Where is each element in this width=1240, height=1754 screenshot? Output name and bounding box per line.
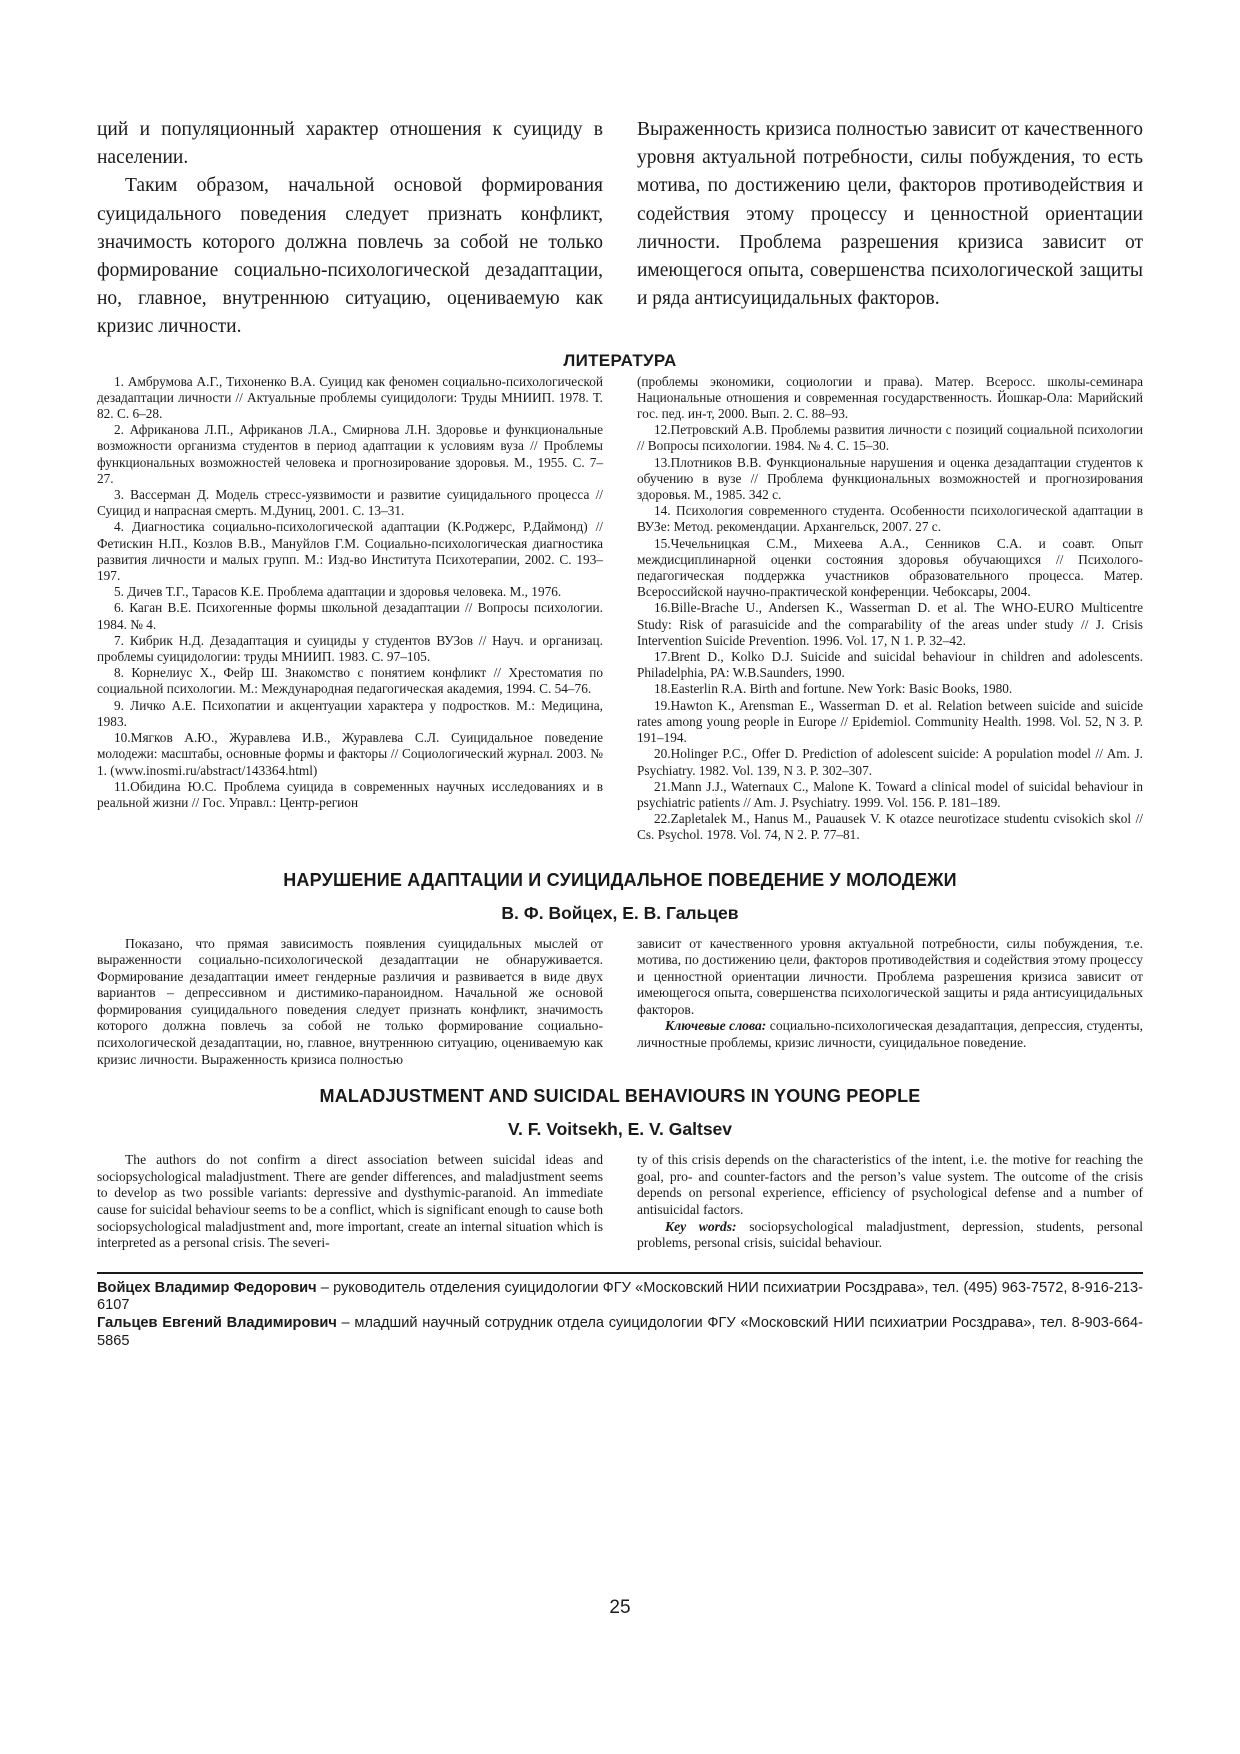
ru-abstract-right-column — [637, 936, 1143, 1069]
en-abstract-text: ty of this crisis depends on the characteristics of the intent, i.e. the motive for reaching the goal, pro- and counter-factors and the person’s value system. The outcome of the crisis depends on personal experience, efficiency of psychological defense and a number of antisuicidal factors. — [637, 1152, 1143, 1218]
reference-item: 17.Brent D., Kolko D.J. Suicide and suicidal behaviour in children and adolescents. Philadelphia, PA: W.B.Saunders, 1990. — [637, 649, 1143, 681]
en-keywords — [637, 1219, 1143, 1252]
en-article-authors: V. F. Voitsekh, E. V. Galtsev — [507, 1119, 733, 1140]
ru-article-authors: В. Ф. Войцех, Е. В. Гальцев — [501, 902, 739, 923]
reference-item: 18.Easterlin R.A. Birth and fortune. New York: Basic Books, 1980. — [654, 681, 1013, 697]
en-abstract — [97, 1152, 1143, 1252]
intro-left-column — [97, 116, 603, 342]
reference-continuation: (проблемы экономики, социологии и права). Матер. Всеросс. школы-семинара Национальные отношения и современная государственность. Йошкар-Ола: Марийский гос. пед. ин-т, 2000. Вып. 2. С. 88–93. — [637, 373, 1143, 422]
reference-item: 16.Bille-Brache U., Andersen K., Wasserman D. et al. The WHO-EURO Multicentre Study: Risk of parasuicide and the comparability of the areas under study // J. Crisis Intervention Suicide Prevention. 1996. Vol. 17, N 1. P. 32–42. — [637, 600, 1143, 648]
reference-item: 11.Обидина Ю.С. Проблема суицида в современных научных исследованиях и в реальной жизни // Гос. Управл.: Центр-регион — [97, 778, 603, 810]
reference-item: 10.Мягков А.Ю., Журавлева И.В., Журавлева С.Л. Суицидальное поведение молодежи: масштабы, основные формы и факторы // Социологический журнал. 2003. № 1. (www.inosmi.ru/abstract/143364.html) — [97, 730, 603, 778]
reference-item: 12.Петровский А.В. Проблемы развития личности с позиций социальной психологии // Вопросы психологии. 1984. № 4. С. 15–30. — [637, 422, 1143, 454]
intro-paragraph: Таким образом, начальной основой формирования суицидального поведения следует признать конфликт, значимость которого должна повлечь за собой не только формирование социально-психологической дезадаптации, но, главное, внутреннюю ситуацию, оцениваемую как кризис личности. — [97, 175, 603, 338]
ru-keywords-label: Ключевые слова: — [665, 1018, 767, 1034]
en-article-title: MALADJUSTMENT AND SUICIDAL BEHAVIOURS IN YOUNG PEOPLE — [319, 1086, 921, 1107]
en-abstract-left-column — [97, 1152, 603, 1252]
reference-item: 9. Личко А.Е. Психопатии и акцентуации характера у подростков. М.: Медицина, 1983. — [97, 697, 603, 729]
author-info-item — [97, 1315, 1143, 1350]
reference-item: 2. Африканова Л.П., Африканов Л.А., Смирнова Л.Н. Здоровье и функциональные возможности организма студентов в период адаптации к условиям вуза // Проблемы функциональных возможностей человека и прогнозирование здоровья. М., 1955. С. 7–27. — [97, 422, 603, 486]
reference-item: 4. Диагностика социально-психологической адаптации (К.Роджерс, Р.Даймонд) // Фетискин Н.П., Козлов В.В., Мануйлов Г.М. Социально-психологическая диагностика развития личности и малых групп. М.: Изд-во Института Психотерапии, 2002. С. 193–197. — [97, 519, 603, 584]
en-abstract-right-column — [637, 1152, 1143, 1252]
intro-section — [97, 116, 1143, 342]
intro-right-column — [637, 116, 1143, 342]
intro-paragraph: ций и популяционный характер отношения к суициду в населении. — [97, 119, 603, 169]
references-right-column — [637, 374, 1143, 844]
reference-item: 5. Дичев Т.Г., Тарасов К.Е. Проблема адаптации и здоровья человека. М., 1976. — [114, 584, 562, 600]
intro-paragraph: Выраженность кризиса полностью зависит от качественного уровня актуальной потребности, силы побуждения, то есть мотива, по достижению цели, факторов противодействия и содействия этому процессу и ценностной ориентации личности. Проблема разрешения кризиса зависит от имеющегося опыта, совершенства психологической защиты и ряда антисуицидальных факторов. — [637, 119, 1143, 310]
ru-abstract-left-column — [97, 936, 603, 1069]
page — [97, 116, 1143, 1350]
author-details: – младший научный сотрудник отдела суицидологии ФГУ «Московский НИИ психиатрии Росздрава», тел. 8-903-664-5865 — [97, 1315, 1143, 1349]
reference-item: 3. Вассерман Д. Модель стресс-уязвимости и развитие суицидального процесса // Суицид и напрасная смерть. М.Дуниц, 2001. С. 13–31. — [97, 487, 603, 519]
reference-item: 19.Hawton K., Arensman E., Wasserman D. et al. Relation between suicide and suicide rates among young people in Europe // Epidemiol. Community Health. 1998. Vol. 52, N 3. P. 191–194. — [637, 697, 1143, 746]
reference-item: 21.Mann J.J., Waternaux C., Malone K. Toward a clinical model of suicidal behaviour in psychiatric patients // Am. J. Psychiatry. 1999. Vol. 156. P. 181–189. — [637, 778, 1143, 810]
reference-item: 22.Zapletalek M., Hanus M., Pauausek V. K otazce neurotizace studentu cvisokich skol // Cs. Psychol. 1978. Vol. 74, N 2. P. 77–81. — [637, 811, 1143, 843]
references-left-column — [97, 374, 603, 844]
reference-item: 7. Кибрик Н.Д. Дезадаптация и суициды у студентов ВУЗов // Науч. и организац. проблемы суицидологии: труды МНИИП. 1983. С. 97–105. — [97, 632, 603, 665]
reference-item: 8. Корнелиус Х., Фейр Ш. Знакомство с понятием конфликт // Хрестоматия по социальной психологии. М.: Международная педагогическая академия, 1994. С. 54–76. — [97, 665, 603, 697]
reference-item: 6. Каган В.Е. Психогенные формы школьной дезадаптации // Вопросы психологии. 1984. № 4. — [97, 600, 603, 632]
en-keywords-label: Key words: — [665, 1218, 737, 1234]
reference-item: 13.Плотников В.В. Функциональные нарушения и оценка дезадаптации студентов к обучению в вузе // Проблема функциональных возможностей и прогнозирования здоровья. М., 1985. 342 с. — [637, 454, 1143, 503]
author-name: Гальцев Евгений Владимирович — [97, 1315, 337, 1332]
ru-abstract-text: зависит от качественного уровня актуальной потребности, силы побуждения, т.е. мотива, по достижению цели, факторов противодействия и содействия этому процессу и ценностной ориентации личности. Проблема разрешения кризиса зависит от имеющегося опыта, совершенства психологической защиты и ряда антисуицидальных факторов. — [637, 935, 1143, 1017]
ru-keywords-text: социально-психологическая дезадаптация, депрессия, студенты, личностные проблемы, кризис личности, суицидальное поведение. — [637, 1018, 1143, 1051]
en-keywords-text: sociopsychological maladjustment, depression, students, personal problems, personal crisis, suicidal behaviour. — [637, 1218, 1143, 1251]
reference-item: 15.Чечельницкая С.М., Михеева А.А., Сенников С.А. и соавт. Опыт междисциплинарной оценки состояния здоровья обучающихся // Психолого-педагогическая поддержка участников образовательного процесса. Матер. Всероссийской научно-практической конференции. Чебоксары, 2004. — [637, 535, 1143, 600]
literature-heading: ЛИТЕРАТУРА — [563, 350, 677, 370]
ru-abstract — [97, 936, 1143, 1069]
author-info — [97, 1280, 1143, 1350]
page-number: 25 — [609, 1597, 631, 1618]
ru-abstract-text: Показано, что прямая зависимость появления суицидальных мыслей от выраженности социально-психологической дезадаптации не обнаруживается. Формирование дезадаптации имеет гендерные различия и развивается в виде двух вариантов – депрессивном и дистимико-параноидном. Начальной же основой формирования суицидального поведения следует признать конфликт, значимость которого должна повлечь за собой не только формирование социально-психологической дезадаптации, но, главное, внутреннюю ситуацию, оцениваемую как кризис личности. Выраженность кризиса полностью — [97, 935, 603, 1067]
ru-article-title: НАРУШЕНИЕ АДАПТАЦИИ И СУИЦИДАЛЬНОЕ ПОВЕДЕНИЕ У МОЛОДЕЖИ — [283, 869, 957, 890]
author-details: – руководитель отделения суицидологии ФГУ «Московский НИИ психиатрии Росздрава», тел. (495) 963-7572, 8-916-213-6107 — [97, 1279, 1143, 1314]
reference-item: 20.Holinger P.C., Offer D. Prediction of adolescent suicide: A population model // Am. J. Psychiatry. 1982. Vol. 139, N 3. P. 302–307. — [637, 746, 1143, 778]
author-info-item — [97, 1280, 1143, 1315]
reference-item: 1. Амбрумова А.Г., Тихоненко В.А. Суицид как феномен социально-психологической дезадаптации личности // Актуальные проблемы суицидологи: Труды МНИИП. 1978. Т. 82. С. 6–28. — [97, 373, 603, 422]
author-name: Войцех Владимир Федорович — [97, 1279, 317, 1296]
references-section — [97, 374, 1143, 844]
reference-item: 14. Психология современного студента. Особенности психологической адаптации в ВУЗе: Метод. рекомендации. Архангельск, 2007. 27 с. — [637, 503, 1143, 535]
ru-keywords — [637, 1018, 1143, 1051]
en-abstract-text: The authors do not confirm a direct association between suicidal ideas and sociopsychological maladjustment. There are gender differences, and maladjustment seems to develop as two possible variants: depressive and dysthymic-paranoid. An immediate cause for suicidal behaviour seems to be a conflict, which is significant enough to cause both sociopsychological maladjustment and, more important, create an internal situation which is interpreted as a personal crisis. The severi- — [97, 1152, 603, 1251]
